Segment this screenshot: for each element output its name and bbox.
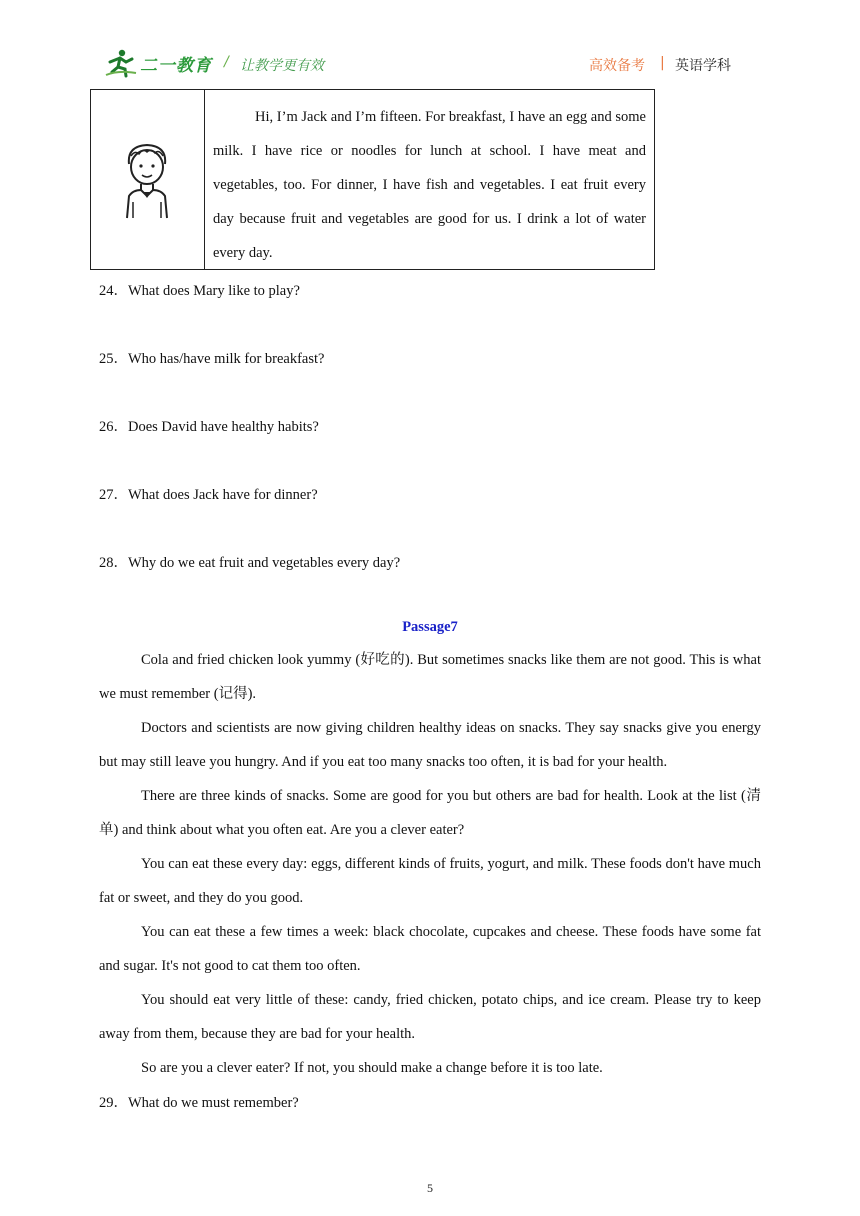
- question-25: 25．Who has/have milk for breakfast?: [99, 351, 325, 367]
- slogan: 让教学更有效: [240, 58, 324, 74]
- slogan-divider: /: [224, 54, 229, 70]
- logo-text: 二一教育: [140, 55, 212, 76]
- runner-logo-icon: [104, 48, 138, 78]
- logo: [104, 48, 212, 78]
- profile-table: [90, 89, 655, 270]
- passage-paragraph: You can eat these every day: eggs, different kinds of fruits, yogurt, and milk. These foods don't have much fat or sweet, and they do you good.: [99, 856, 761, 906]
- passage-paragraph: You should eat very little of these: candy, fried chicken, potato chips, and ice cream. Please try to keep away from them, because they are bad for your health.: [99, 992, 761, 1042]
- header-label-exam: 高效备考: [589, 58, 645, 74]
- header-divider: |: [660, 55, 665, 71]
- passage-title: Passage7: [402, 619, 458, 635]
- passage-paragraph: Doctors and scientists are now giving children healthy ideas on snacks. They say snacks give you energy but may still leave you hungry. And if you eat too many snacks too often, it is bad for your health.: [99, 720, 761, 770]
- page-header: [0, 0, 860, 90]
- profile-text: Hi, I’m Jack and I’m fifteen. For breakfast, I have an egg and some milk. I have rice or noodles for lunch at school. I have meat and vegetables, too. For dinner, I have fish and vegetables. I eat fruit every day because fruit and vegetables are good for us. I drink a lot of water every day.: [213, 109, 646, 261]
- profile-picture-cell: [91, 90, 205, 269]
- question-27: 27．What does Jack have for dinner?: [99, 487, 318, 503]
- question-24: 24．What does Mary like to play?: [99, 283, 300, 299]
- passage-body: [99, 643, 761, 1085]
- passage-paragraph: You can eat these a few times a week: black chocolate, cupcakes and cheese. These foods have some fat and sugar. It's not good to cat them too often.: [99, 924, 761, 974]
- question-29: 29．What do we must remember?: [99, 1095, 299, 1111]
- question-26: 26．Does David have healthy habits?: [99, 419, 319, 435]
- boy-portrait-icon: [119, 140, 175, 220]
- question-28: 28．Why do we eat fruit and vegetables every day?: [99, 555, 401, 571]
- page-number: 5: [427, 1181, 433, 1195]
- passage-paragraph: So are you a clever eater? If not, you should make a change before it is too late.: [141, 1060, 603, 1076]
- passage-paragraph: Cola and fried chicken look yummy (好吃的). But sometimes snacks like them are not good. This is what we must remember (记得).: [99, 652, 761, 702]
- header-label-subject: 英语学科: [675, 58, 731, 74]
- passage-paragraph: There are three kinds of snacks. Some are good for you but others are bad for health. Look at the list (清单) and think about what you often eat. Are you a clever eater?: [99, 788, 761, 838]
